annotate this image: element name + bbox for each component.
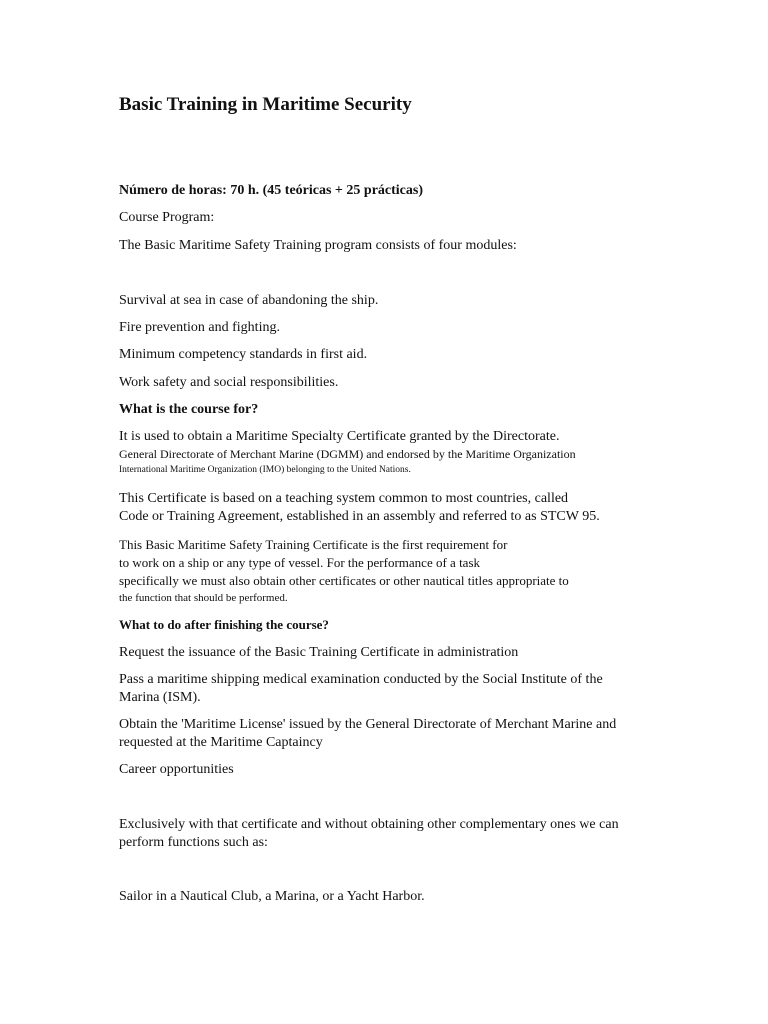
requirement-line: specifically we must also obtain other certificates or other nautical titles appropriate to (119, 573, 569, 588)
after-item (119, 671, 603, 707)
module-item: Minimum competency standards in first aid. (119, 347, 368, 362)
certificate-line: Code or Training Agreement, established in an assembly and referred to as STCW 95. (119, 509, 600, 524)
exclusive-line: Exclusively with that certificate and without obtaining other complementary ones we can (119, 817, 619, 832)
what-for-heading: What is the course for? (119, 402, 259, 417)
certificate-paragraph (119, 490, 600, 526)
hours-line: Número de horas: 70 h. (45 teóricas + 25 prácticas) (119, 183, 424, 198)
module-item: Survival at sea in case of abandoning the ship. (119, 293, 379, 308)
after-item (119, 716, 616, 752)
after-item-line: Marina (ISM). (119, 690, 201, 705)
exclusive-line: perform functions such as: (119, 835, 268, 850)
after-item: Request the issuance of the Basic Training Certificate in administration (119, 645, 519, 660)
requirement-paragraph (119, 536, 569, 607)
course-program-label: Course Program: (119, 210, 215, 225)
what-for-line: International Maritime Organization (IMO) belonging to the United Nations. (119, 465, 411, 475)
certificate-line: This Certificate is based on a teaching system common to most countries, called (119, 491, 569, 506)
after-item-line: Pass a maritime shipping medical examination conducted by the Social Institute of the (119, 672, 603, 687)
intro-paragraph: The Basic Maritime Safety Training program consists of four modules: (119, 238, 517, 253)
document-title: Basic Training in Maritime Security (119, 94, 412, 115)
after-heading: What to do after finishing the course? (119, 617, 329, 632)
what-for-line: It is used to obtain a Maritime Specialty Certificate granted by the Directorate. (119, 429, 560, 444)
career-label: Career opportunities (119, 762, 234, 777)
requirement-line: to work on a ship or any type of vessel. For the performance of a task (119, 555, 481, 570)
function-item: Sailor in a Nautical Club, a Marina, or a Yacht Harbor. (119, 889, 425, 904)
requirement-line: the function that should be performed. (119, 592, 288, 604)
module-item: Work safety and social responsibilities. (119, 375, 339, 390)
what-for-line: General Directorate of Merchant Marine (DGMM) and endorsed by the Maritime Organization (119, 447, 576, 461)
module-item: Fire prevention and fighting. (119, 320, 280, 335)
after-item-line: requested at the Maritime Captaincy (119, 735, 323, 750)
what-for-paragraph (119, 428, 576, 477)
requirement-line: This Basic Maritime Safety Training Certificate is the first requirement for (119, 537, 508, 552)
exclusive-paragraph (119, 816, 619, 852)
after-item-line: Obtain the 'Maritime License' issued by the General Directorate of Merchant Marine and (119, 717, 617, 732)
